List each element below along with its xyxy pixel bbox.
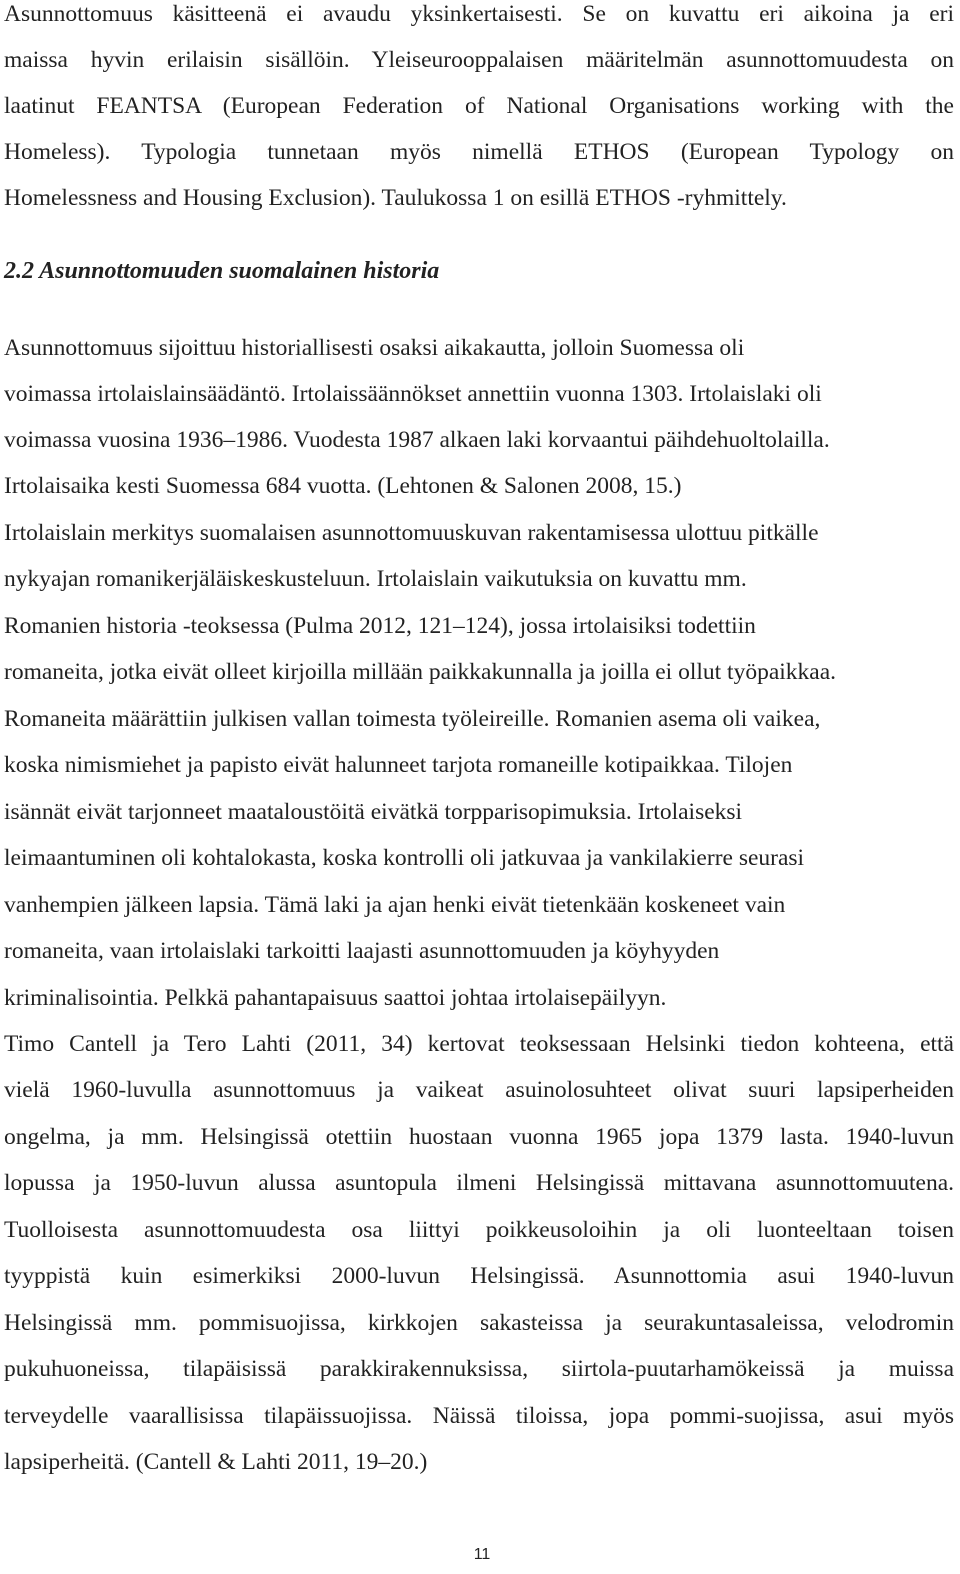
- paragraph-2-line-2: voimassa irtolaislainsäädäntö. Irtolaissäännökset annettiin vuonna 1303. Irtolaislaki oli: [4, 381, 822, 407]
- section-heading: 2.2 Asunnottomuuden suomalainen historia: [4, 258, 440, 284]
- paragraph-2-line-10: koska nimismiehet ja papisto eivät halunneet tarjota romaneille kotipaikkaa. Tilojen: [4, 752, 793, 778]
- paragraph-2-line-8: romaneita, jotka eivät olleet kirjoilla millään paikkakunnalla ja joilla ei ollut työpaikkaa.: [4, 659, 837, 685]
- paragraph-2-line-11: isännät eivät tarjonneet maataloustöitä eivätkä torpparisopimuksia. Irtolaiseksi: [4, 799, 743, 825]
- paragraph-2-line-9: Romaneita määrättiin julkisen vallan toimesta työleireille. Romanien asema oli vaikea,: [4, 706, 821, 732]
- paragraph-2-line-1: Asunnottomuus sijoittuu historiallisesti osaksi aikakautta, jolloin Suomessa oli: [4, 335, 745, 361]
- paragraph-1-line-3: laatinut FEANTSA (European Federation of National Organisations working with the: [4, 93, 954, 119]
- paragraph-2-line-4: Irtolaisaika kesti Suomessa 684 vuotta. (Lehtonen & Salonen 2008, 15.): [4, 473, 682, 499]
- paragraph-2-line-7: Romanien historia -teoksessa (Pulma 2012, 121–124), jossa irtolaisiksi todettiin: [4, 613, 756, 639]
- paragraph-1-line-5: Homelessness and Housing Exclusion). Taulukossa 1 on esillä ETHOS -ryhmittely.: [4, 185, 787, 211]
- paragraph-3-line-4: lopussa ja 1950-luvun alussa asuntopula ilmeni Helsingissä mittavana asunnottomuutena.: [4, 1170, 954, 1196]
- paragraph-2-line-14: romaneita, vaan irtolaislaki tarkoitti laajasti asunnottomuuden ja köyhyyden: [4, 938, 720, 964]
- paragraph-3-line-1: Timo Cantell ja Tero Lahti (2011, 34) kertovat teoksessaan Helsinki tiedon kohteena, että: [4, 1031, 954, 1057]
- paragraph-3-line-7: Helsingissä mm. pommisuojissa, kirkkojen sakasteissa ja seurakuntasaleissa, velodromin: [4, 1310, 954, 1336]
- paragraph-1-line-2: maissa hyvin erilaisin sisällöin. Yleiseurooppalaisen määritelmän asunnottomuudesta on: [4, 47, 954, 73]
- paragraph-3-line-8: pukuhuoneissa, tilapäisissä parakkirakennuksissa, siirtola-puutarhamökeissä ja muissa: [4, 1356, 954, 1382]
- paragraph-2-line-12: leimaantuminen oli kohtalokasta, koska kontrolli oli jatkuvaa ja vankilakierre seurasi: [4, 845, 805, 871]
- paragraph-2-line-3: voimassa vuosina 1936–1986. Vuodesta 1987 alkaen laki korvaantui päihdehuoltolailla.: [4, 427, 830, 453]
- paragraph-1-line-4: Homeless). Typologia tunnetaan myös nimellä ETHOS (European Typology on: [4, 139, 954, 165]
- paragraph-3-line-3: ongelma, ja mm. Helsingissä otettiin huostaan vuonna 1965 jopa 1379 lasta. 1940-luvun: [4, 1124, 954, 1150]
- paragraph-2-line-15: kriminalisointia. Pelkkä pahantapaisuus saattoi johtaa irtolaisepäilyyn.: [4, 985, 667, 1011]
- paragraph-3-line-5: Tuolloisesta asunnottomuudesta osa liittyi poikkeusoloihin ja oli luonteeltaan toisen: [4, 1217, 954, 1243]
- paragraph-3-line-2: vielä 1960-luvulla asunnottomuus ja vaikeat asuinolosuhteet olivat suuri lapsiperheiden: [4, 1077, 954, 1103]
- paragraph-3-line-10: lapsiperheitä. (Cantell & Lahti 2011, 19–20.): [4, 1449, 428, 1475]
- paragraph-1-line-1: Asunnottomuus käsitteenä ei avaudu yksinkertaisesti. Se on kuvattu eri aikoina ja eri: [4, 1, 954, 27]
- paragraph-2-line-13: vanhempien jälkeen lapsia. Tämä laki ja ajan henki eivät tietenkään koskeneet vain: [4, 892, 786, 918]
- paragraph-2-line-5: Irtolaislain merkitys suomalaisen asunnottomuuskuvan rakentamisessa ulottuu pitkälle: [4, 520, 819, 546]
- paragraph-2-line-6: nykyajan romanikerjäläiskeskusteluun. Irtolaislain vaikutuksia on kuvattu mm.: [4, 566, 747, 592]
- paragraph-3-line-6: tyyppistä kuin esimerkiksi 2000-luvun Helsingissä. Asunnottomia asui 1940-luvun: [4, 1263, 954, 1289]
- page-number: 11: [473, 1546, 491, 1563]
- paragraph-3-line-9: terveydelle vaarallisissa tilapäissuojissa. Näissä tiloissa, jopa pommi-suojissa, asui myös: [4, 1403, 954, 1429]
